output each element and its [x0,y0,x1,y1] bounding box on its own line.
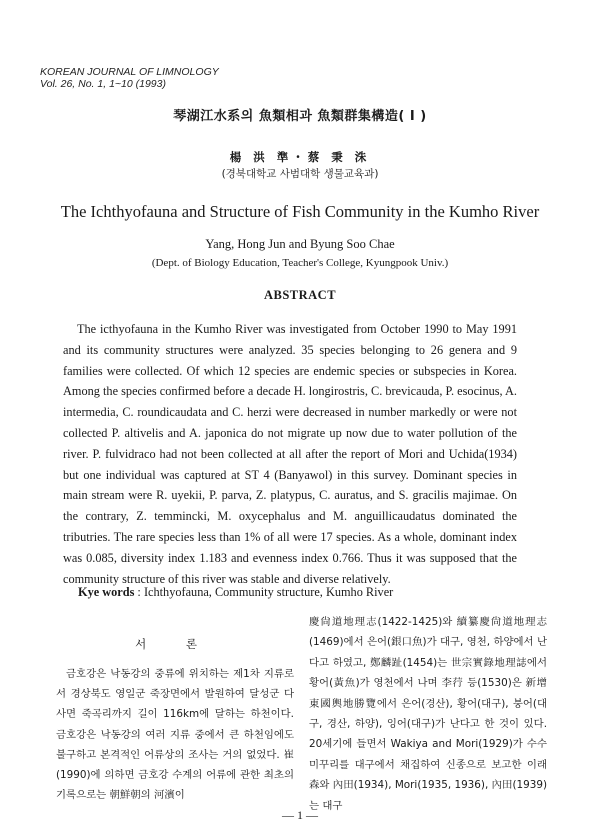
section-heading-introduction: 서 론 [135,637,215,651]
keywords-text: Ichthyofauna, Community structure, Kumho River [143,585,394,599]
journal-volume: Vol. 26, No. 1, 1~10 (1993) [40,78,166,90]
korean-affiliation: (경북대학교 사범대학 생물교육과) [221,168,379,180]
keywords-line [78,585,538,600]
abstract-body [63,319,517,589]
keywords-label: Kye words [78,585,135,599]
right-column-paragraph: 慶尙道地理志(1422-1425)와 續纂慶尙道地理志(1469)에서 은어(銀口魚)가 대구, 영천, 하양에서 난다고 하였고, 鄭麟趾(1454)는 世宗實錄地理誌에서 황어(黃魚)가 영천에서 나며 李荇 등(1530)은 新增東國輿地勝覽에서 은어(경산), 황어(대구), 붕어(대구, 경산, 하양), 잉어(대구)가 난다고 한 것이 있다. 20세기에 들면서 Wakiya and Mori(1929)가 수수미꾸리를 대구에서 채집하여 신종으로 보고한 이래 森와 內田(1934), Mori(1935, 1936), 內田(1939)는 대구 [309,616,547,812]
english-affiliation: (Dept. of Biology Education, Teacher's College, Kyungpook Univ.) [151,257,449,269]
left-column-paragraph: 금호강은 낙동강의 중류에 위치하는 제1차 지류로서 경상북도 영일군 죽장면에서 발원하여 달성군 다사면 죽곡리까지 길이 116km에 달하는 하천이다. 금호강은 낙동강의 여러 지류 중에서 큰 하천임에도 불구하고 본격적인 어류상의 조사는 거의 없었다. 崔(1990)에 의하면 금호강 수계의 어류에 관한 최초의 기록으로는 朝鮮朝의 河濱이 [56,668,294,802]
korean-authors: 楊 洪 準・蔡 秉 洙 [229,150,371,164]
keywords-separator: : [134,585,144,599]
english-title: The Ichthyofauna and Structure of Fish Community in the Kumho River [60,202,540,221]
journal-name: KOREAN JOURNAL OF LIMNOLOGY [40,66,219,78]
abstract-paragraph: The icthyofauna in the Kumho River was investigated from October 1990 to May 1991 and its community structures were analyzed. 35 species belonging to 26 genera and 9 families were collected. Of which 12 species are endemic species or subspecies in Korea. Among the species confirmed before a decade H. longirostris, C. brevicauda, P. esocinus, A. intermedia, C. roundicaudata and C. herzi were decreased in number markedly or were not collected P. altivelis and A. japonica do not migrate up now due to water pollution of the river. P. fulvidraco had not been collected at all after the report of Mori and Uchida(1934) but one individual was captured at ST 4 (Banyawol) in this survey. Dominant species in main stream were R. uyekii, P. parva, Z. platypus, C. auratus, and S. gracilis majimae. On the contrary, Z. temmincki, M. oxycephalus and M. anguillicaudatus dominated the tributries. The rare species less than 1% of all were 17 species. As a whole, dominant index was 0.085, diversity index 1.183 and evenness index 0.766. Thus it was supposed that the community structure of this river was stable and diverse relatively. [63,322,517,586]
journal-header [40,66,219,90]
korean-title: 琴湖江水系의 魚類相과 魚類群集構造( I ) [173,109,427,124]
english-authors: Yang, Hong Jun and Byung Soo Chae [205,237,395,251]
page-number: — 1 — [282,808,318,822]
right-column [309,612,547,816]
left-column [56,664,294,805]
abstract-heading: ABSTRACT [263,288,337,302]
